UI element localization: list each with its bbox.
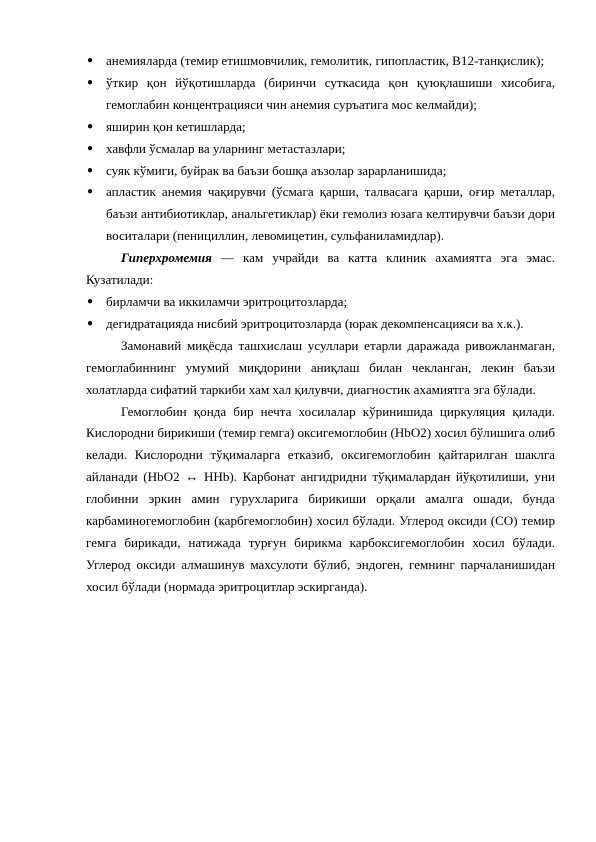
list-item: ● апластик анемия чақирувчи (ўсмага қарши, талвасага қарши, оғир металлар, баъзи антибиотиклар, анальгетиклар) ёки гемолиз юзага келтирувчи баъзи дори воситалари (пенициллин, левомицетин, сульфаниламидлар).	[86, 181, 555, 247]
term-hyperchromemia: Гиперхромемия	[121, 250, 212, 266]
bullet-icon: ●	[87, 295, 94, 307]
list-item: ● суяк кўмиги, буйрак ва баъзи бошқа аъзолар зарарланишида;	[86, 160, 555, 182]
list-item: ● хавфли ўсмалар ва уларнинг метастазлари;	[86, 138, 555, 160]
list-item: ● анемияларда (темир етишмовчилик, гемолитик, гипопластик, В12-танқислик);	[86, 50, 555, 72]
list-item: ● ўткир қон йўқотишларда (биринчи суткасида қон қуюқлашиши хисобига, гемоглабин концентрацияси чин анемия суръатига мос келмайди);	[86, 72, 555, 116]
bullet-icon: ●	[87, 142, 94, 154]
hyperchromemia-paragraph	[86, 247, 555, 291]
hemoglobin-derivatives-paragraph: Гемоглобин қонда бир нечта хосилалар кўринишида циркуляция қилади. Кислородни бирикиши (темир гемга) оксигемоглобин (HbO2) хосил бўлишига олиб келади. Кислородни тўқималарга етказиб, оксигемоглобин қайтарилган шаклга айланади (HbO2 ↔ HHb). Карбонат ангидридни тўқималардан йўқотилиши, уни глобинни эркин амин гурухларига бирикиши орқали амалга ошади, бунда карбаминогемоглобин (карбгемоглобин) хосил бўлади. Углерод оксиди (CO) темир гемга бирикади, натижада турғун бирикма карбоксигемоглобин хосил бўлади. Углерод оксиди алмашинув махсулоти бўлиб, эндоген, гемнинг парчаланишидан хосил бўлади (нормада эритроцитлар эскирганда).	[86, 403, 555, 594]
hyperchromemia-text: — кам учрайди ва катта клиник ахамиятга эга эмас. Кузатилади:	[86, 250, 555, 288]
bullet-icon: ●	[87, 120, 94, 132]
bullet-icon: ●	[87, 76, 94, 88]
list-item: ● дегидратацияда нисбий эритроцитозларда (юрак декомпенсацияси ва х.к.).	[86, 313, 555, 335]
document-page	[86, 50, 555, 598]
bullet-icon: ●	[87, 55, 94, 66]
list-item: ● бирламчи ва иккиламчи эритроцитозларда;	[86, 291, 555, 313]
causes-list	[86, 50, 555, 247]
diagnostics-paragraph: Замонавий миқёсда ташхислаш усуллари етарли даражада ривожланмаган, гемоглабиннинг умумий миқдорини аниқлаш билан чекланган, лекин баъзи холатларда сифатий таркиби хам хал қилувчи, диагностик ахамиятга эга бўлади.	[86, 337, 555, 397]
bullet-icon: ●	[87, 186, 94, 198]
list-item: ● яширин қон кетишларда;	[86, 116, 555, 138]
observed-list	[86, 291, 555, 335]
bullet-icon: ●	[87, 317, 94, 329]
bullet-icon: ●	[87, 164, 94, 176]
